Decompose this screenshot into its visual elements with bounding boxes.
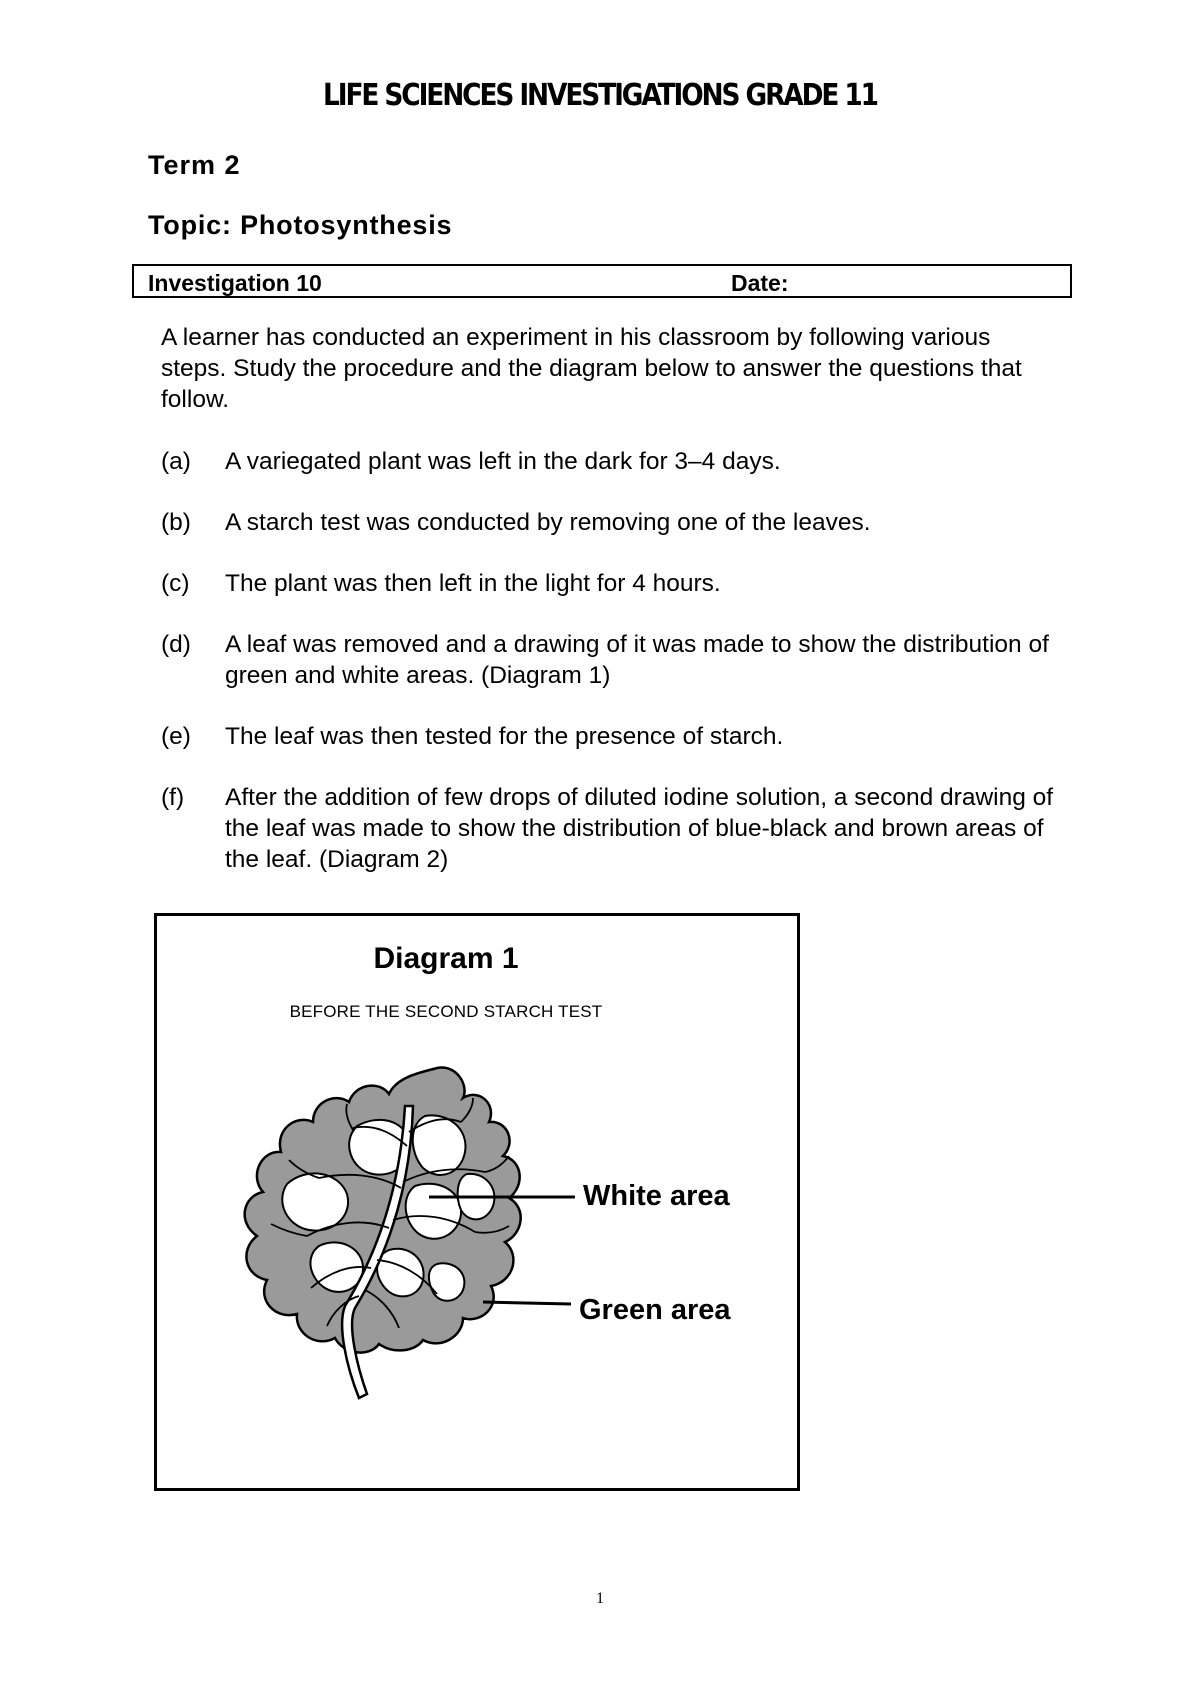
step-item	[161, 629, 1061, 691]
step-text: The plant was then left in the light for 4 hours.	[225, 570, 721, 597]
step-marker: (f)	[161, 784, 185, 811]
step-text: A starch test was conducted by removing one of the leaves.	[225, 509, 871, 536]
page-number: 1	[596, 1590, 604, 1607]
date-label: Date:	[731, 270, 789, 296]
step-item	[161, 782, 1061, 875]
investigation-header-box	[132, 264, 1072, 298]
step-text: After the addition of few drops of diluted iodine solution, a second drawing of the leaf was made to show the distribution of blue-black and brown areas of the leaf. (Diagram 2)	[225, 784, 1054, 873]
diagram-subtitle: BEFORE THE SECOND STARCH TEST	[289, 1002, 603, 1021]
step-marker: (e)	[161, 723, 191, 750]
step-item	[161, 568, 1061, 599]
white-patch	[282, 1173, 348, 1230]
green-area-pointer	[483, 1302, 571, 1304]
step-item	[161, 507, 1061, 538]
white-area-label: White area	[583, 1180, 730, 1212]
step-marker: (c)	[161, 570, 190, 597]
topic-heading: Topic: Photosynthesis	[148, 210, 453, 240]
green-area-label: Green area	[579, 1294, 731, 1326]
step-item	[161, 446, 1061, 477]
procedure-steps	[161, 446, 1061, 905]
intro-paragraph: A learner has conducted an experiment in his classroom by following various steps. Study the procedure and the diagram below to answer the questions that follow.	[161, 324, 1022, 413]
step-marker: (d)	[161, 631, 191, 658]
diagram-title: Diagram 1	[373, 942, 519, 975]
step-item	[161, 721, 1061, 752]
step-marker: (a)	[161, 448, 191, 475]
step-text: A leaf was removed and a drawing of it was made to show the distribution of green and white areas. (Diagram 1)	[225, 631, 1049, 689]
diagram-1-figure	[154, 913, 800, 1491]
step-text: The leaf was then tested for the presence of starch.	[225, 723, 784, 750]
step-text: A variegated plant was left in the dark for 3–4 days.	[225, 448, 781, 475]
term-heading: Term 2	[148, 150, 241, 180]
white-patch	[406, 1184, 461, 1239]
document-title: LIFE SCIENCES INVESTIGATIONS GRADE 11	[323, 78, 877, 113]
investigation-label: Investigation 10	[148, 270, 322, 296]
white-patch	[429, 1263, 465, 1300]
step-marker: (b)	[161, 509, 191, 536]
